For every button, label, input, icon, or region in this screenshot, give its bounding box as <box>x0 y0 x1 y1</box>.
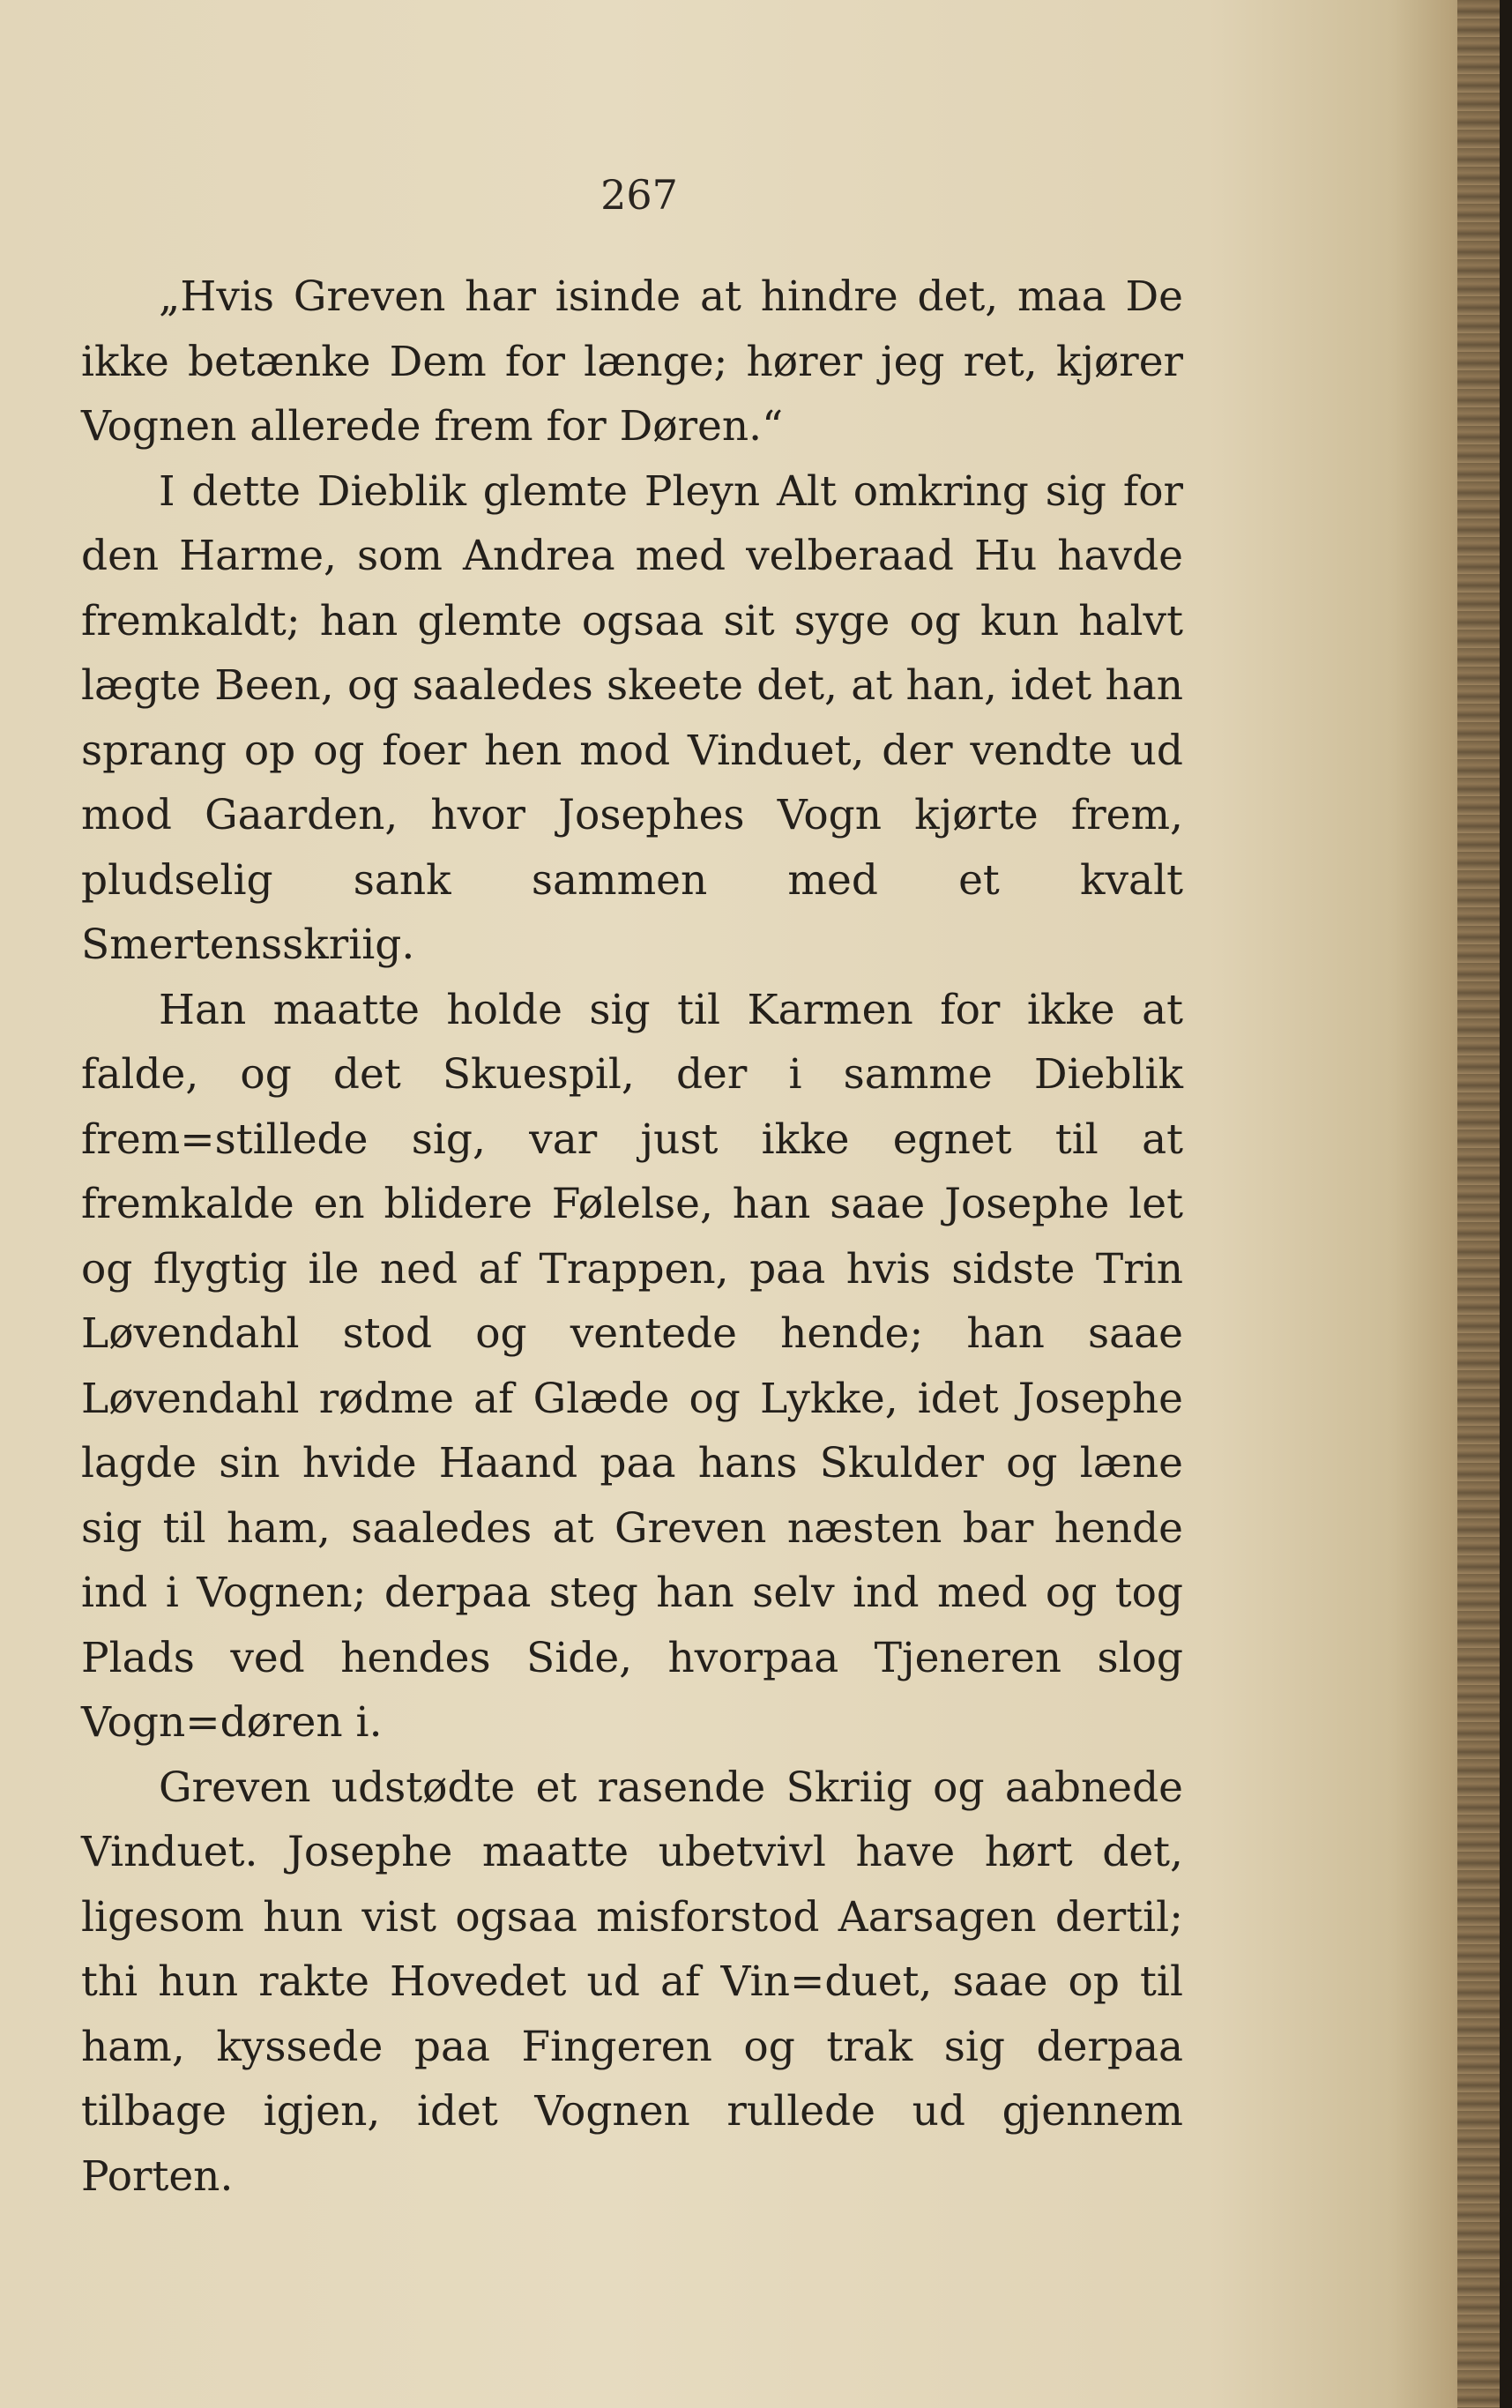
paragraph-3: Han maatte holde sig til Karmen for ikke at falde, og det Skuespil, der i samme Dieblik frem=stillede sig, var just ikke egnet til at fremkalde en blidere Følelse, han saae Josephe let og flygtig ile ned af Trappen, paa hvis sidste Trin Løvendahl stod og ventede hende; han saae Løvendahl rødme af Glæde og Lykke, idet Josephe lagde sin hvide Haand paa hans Skulder og læne sig til ham, saaledes at Greven næsten bar hende ind i Vognen; derpaa steg han selv ind med og tog Plads ved hendes Side, hvorpaa Tjeneren slog Vogn=døren i. <box>81 985 1183 1747</box>
paragraph-2: I dette Dieblik glemte Pleyn Alt omkring sig for den Harme, som Andrea med velberaad Hu havde fremkaldt; han glemte ogsaa sit syge og kun halvt lægte Been, og saaledes skeete det, at han, idet han sprang op og foer hen mod Vinduet, der vendte ud mod Gaarden, hvor Josephes Vogn kjørte frem, pludselig sank sammen med et kvalt Smertensskriig. <box>81 466 1183 969</box>
page-number: 267 <box>600 171 678 219</box>
body-text <box>81 265 1183 2209</box>
paragraph-4: Greven udstødte et rasende Skriig og aabnede Vinduet. Josephe maatte ubetvivl have hørt det, ligesom hun vist ogsaa misforstod Aarsagen dertil; thi hun rakte Hovedet ud af Vin=duet, saae op til ham, kyssede paa Fingeren og trak sig derpaa tilbage igjen, idet Vognen rullede ud gjennem Porten. <box>81 1763 1183 2201</box>
page-edge-shadow <box>1500 0 1512 2408</box>
paragraph-1: „Hvis Greven har isinde at hindre det, maa De ikke betænke Dem for længe; hører jeg ret, kjører Vognen allerede frem for Døren.“ <box>81 272 1183 451</box>
